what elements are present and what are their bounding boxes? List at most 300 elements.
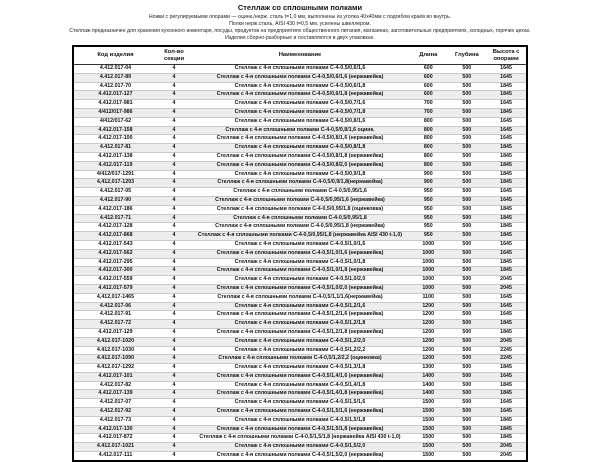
depth-value: 500: [448, 179, 487, 188]
table-row: [73, 267, 527, 276]
height-value: 1645: [486, 126, 527, 135]
height-value: 1845: [486, 82, 527, 91]
depth-value: 500: [448, 82, 487, 91]
description-line-3: Стеллаж предназначен для хранения кухонного инвентаря, посуды, продуктов на предприятиях общественного питания, магазинах, заготовительных предприятиях, холодных, горячих цехах. Изделия сборно-разборные и поставляются в двух упаковках.: [69, 28, 531, 41]
height-value: 1645: [486, 293, 527, 302]
height-value: 1645: [486, 240, 527, 249]
product-code: 4.412.017-543: [73, 240, 157, 249]
section-count: 4: [157, 284, 191, 293]
table-row: [73, 91, 527, 100]
height-value: 1645: [486, 135, 527, 144]
product-code: 4.412.017-127: [73, 91, 157, 100]
product-code: 4.412.017-82: [73, 381, 157, 390]
section-count: 4: [157, 443, 191, 452]
table-row: [73, 258, 527, 267]
products-table: [72, 45, 528, 462]
section-count: 4: [157, 205, 191, 214]
depth-value: 500: [448, 188, 487, 197]
table-row: [73, 108, 527, 117]
product-name: Стеллаж с 4-я сплошными полками С-4-0,5/0,95/1,6: [191, 188, 409, 197]
height-value: 1845: [486, 232, 527, 241]
product-code: 4.412.017-71: [73, 214, 157, 223]
product-name: Стеллаж с 4-я сплошными полками С-4-0,5/1,2/1,6 (нержавейка): [191, 311, 409, 320]
product-code: 4.412.017-73: [73, 416, 157, 425]
product-code: 4.412.017-139: [73, 390, 157, 399]
depth-value: 500: [448, 328, 487, 337]
product-name: Стеллаж с 4-я сплошными полками С-4-0,5/0,9/1,8(нержавейка): [191, 179, 409, 188]
length-value: 800: [409, 135, 448, 144]
table-row: [73, 416, 527, 425]
section-count: 4: [157, 390, 191, 399]
section-count: 4: [157, 328, 191, 337]
height-value: 2045: [486, 337, 527, 346]
table-row: [73, 443, 527, 452]
depth-value: 500: [462, 452, 472, 459]
height-value: 1845: [486, 179, 527, 188]
depth-value: 500: [448, 117, 487, 126]
length-value: 700: [409, 108, 448, 117]
table-row: [73, 293, 527, 302]
depth-value: 500: [448, 399, 487, 408]
product-name: Стеллаж с 4-я сплошными полками С-4-0,5/0,95/1,8 (нержавейка): [191, 223, 409, 232]
length-value: 600: [409, 73, 448, 82]
height-value: 1845: [486, 214, 527, 223]
section-count: 4: [157, 425, 191, 434]
table-row: [73, 179, 527, 188]
section-count: 4: [157, 188, 191, 197]
depth-value: 500: [448, 91, 487, 100]
length-value: 950: [409, 188, 448, 197]
product-name: Стеллаж с 4-я сплошными полками С-4-0,5/1,1/1,6(нержавейка): [191, 293, 409, 302]
length-value: 800: [409, 144, 448, 153]
depth-value: 500: [448, 311, 487, 320]
height-value: 2045: [486, 284, 527, 293]
depth-value: 500: [448, 205, 487, 214]
depth-value: 500: [448, 65, 487, 74]
product-name: Стеллаж с 4-я сплошными полками С-4-0,5/1,5/1,8: [191, 416, 409, 425]
header-depth: Глубина: [448, 46, 487, 65]
table-row: [73, 452, 527, 461]
length-value: 1500: [409, 399, 448, 408]
section-count: 4: [157, 196, 191, 205]
length-value: 600: [409, 65, 448, 74]
height-value: 1845: [486, 267, 527, 276]
table-row: [73, 302, 527, 311]
product-code: 4.412.017-1030: [73, 346, 157, 355]
length-value: 950: [409, 205, 448, 214]
length-value: 900: [409, 179, 448, 188]
product-name: Стеллаж с 4-я сплошными полками С-4-0,5/1,5/1,8 (нержавейка AISI 430 t-1,0): [191, 434, 409, 443]
product-name: Стеллаж с 4-я сплошными полками С-4-0,5/1,0/1,6: [191, 240, 409, 249]
length-value: 800: [409, 161, 448, 170]
product-code: 4.412.017-06: [73, 302, 157, 311]
length-value: 1200: [409, 311, 448, 320]
length-value: 900: [409, 170, 448, 179]
product-code: 4.412.017-295: [73, 258, 157, 267]
depth-value: 500: [448, 161, 487, 170]
header-product-name: Наименование: [191, 46, 409, 65]
product-name: Стеллаж с 4-я сплошными полками С-4-0,5/1,0/2,0: [191, 276, 409, 285]
product-code: 4.412.017-138: [73, 152, 157, 161]
product-code: 4.412.017-579: [73, 284, 157, 293]
section-count: 4: [157, 223, 191, 232]
length-value: 950: [409, 223, 448, 232]
section-count: 4: [157, 258, 191, 267]
length-value: 800: [409, 117, 448, 126]
product-code: 4.412.017-119: [73, 161, 157, 170]
length-value: 1000: [409, 276, 448, 285]
section-count: 4: [157, 240, 191, 249]
table-row: [73, 425, 527, 434]
product-code: 4.412.017-868: [73, 232, 157, 241]
depth-value: 500: [448, 258, 487, 267]
table-row: [73, 161, 527, 170]
height-value: 1645: [486, 249, 527, 258]
product-code: 4.412.017-128: [73, 223, 157, 232]
section-count: 4: [157, 381, 191, 390]
section-count: 4: [157, 152, 191, 161]
height-value: 2245: [486, 355, 527, 364]
height-value: 1845: [486, 364, 527, 373]
product-code: 4.412.017-07: [73, 399, 157, 408]
table-row: [73, 126, 527, 135]
product-name: Стеллаж с 4-я сплошными полками С-4-0,5/0,6/1,8: [191, 82, 409, 91]
table-row: [73, 152, 527, 161]
length-value: 1200: [409, 346, 448, 355]
table-row: [73, 65, 527, 74]
length-value: 1200: [409, 320, 448, 329]
height-value: 1645: [486, 408, 527, 417]
table-row: [73, 399, 527, 408]
length-value: 950: [409, 196, 448, 205]
product-code: 4/412/017-1291: [73, 170, 157, 179]
product-name: Стеллаж с 4-я сплошными полками С-4-0,5/0,95/1,8: [191, 214, 409, 223]
header-length: Длина: [409, 46, 448, 65]
product-code: 4.412.017-70: [73, 82, 157, 91]
height-value: 1845: [486, 425, 527, 434]
product-name: Стеллаж с 4-я сплошными полками С-4-0,5/1,2/1,8: [191, 320, 409, 329]
table-row: [73, 144, 527, 153]
product-code: 4/412/017-62: [73, 117, 157, 126]
product-name: Стеллаж с 4-я сплошными полками С-4-0,5/0,6/1,6: [191, 65, 409, 74]
depth-value: 500: [448, 152, 487, 161]
section-count: 4: [157, 364, 191, 373]
table-row: [73, 328, 527, 337]
product-code: 4.412.017-1292: [73, 364, 157, 373]
length-value: 1500: [422, 452, 435, 459]
product-name: Стеллаж с 4-я сплошными полками С-4-0,5/1,2/1,6: [191, 302, 409, 311]
depth-value: 500: [448, 284, 487, 293]
section-count: 4: [157, 302, 191, 311]
height-value: 1645: [486, 117, 527, 126]
section-count: 4: [157, 408, 191, 417]
depth-value: 500: [448, 144, 487, 153]
height-value: 1845: [486, 223, 527, 232]
document-page: [68, 0, 532, 462]
length-value: 1000: [409, 258, 448, 267]
product-name: Стеллаж с 4-я сплошными полками С-4-0,5/0,8/1,8 (нержавейка): [191, 152, 409, 161]
depth-value: 500: [448, 223, 487, 232]
product-name: Стеллаж с 4-я сплошными полками С-4-0,5/0,95/1,8 (оцинковка): [191, 205, 409, 214]
height-value: 1645: [486, 302, 527, 311]
depth-value: 500: [448, 372, 487, 381]
product-code: 4.412.017-158: [73, 126, 157, 135]
table-row: [73, 284, 527, 293]
depth-value: 500: [448, 355, 487, 364]
depth-value: 500: [448, 214, 487, 223]
product-code: 4.412.017-04: [73, 65, 157, 74]
product-code: 4.412.017-1020: [73, 337, 157, 346]
depth-value: 500: [448, 416, 487, 425]
product-code: 4.412.017-872: [73, 434, 157, 443]
depth-value: 500: [448, 434, 487, 443]
section-count: 4: [157, 214, 191, 223]
product-name: Стеллаж с 4-я сплошными полками С-4-0,5/0,95/1,8 (нержавейка AISI 430 t-1,0): [191, 232, 409, 241]
product-name: Стеллаж с 4-я сплошными полками С-4-0,5/0,95/1,6 (нержавейка): [191, 196, 409, 205]
table-row: [73, 311, 527, 320]
product-name: Стеллаж с 4-я сплошными полками С-4-0,5/0,8/1,6: [191, 117, 409, 126]
length-value: 1500: [409, 434, 448, 443]
section-count: 4: [157, 161, 191, 170]
header-height: Высота с опорами: [486, 46, 527, 65]
table-row: [73, 117, 527, 126]
section-count: 4: [157, 117, 191, 126]
table-row: [73, 100, 527, 109]
product-name: Стеллаж с 4-я сплошными полками С-4-0,5/1,2/2,0: [191, 337, 409, 346]
section-count: 4: [157, 108, 191, 117]
length-value: 1200: [409, 337, 448, 346]
length-value: 1100: [409, 293, 448, 302]
depth-value: 500: [448, 425, 487, 434]
product-code: 4.412.017-91: [73, 311, 157, 320]
section-count: 4: [157, 434, 191, 443]
table-row: [73, 170, 527, 179]
product-name: Стеллаж с 4-я сплошными полками С-4-0,5/1,2/1,8 (нержавейка): [191, 328, 409, 337]
length-value: 600: [409, 82, 448, 91]
table-row: [73, 214, 527, 223]
product-code: 4.412.017-101: [73, 372, 157, 381]
depth-value: 500: [448, 196, 487, 205]
product-name: Стеллаж с 4-я сплошными полками С-4-0,5/0,6/1,6 (нержавейка): [191, 73, 409, 82]
table-row: [73, 364, 527, 373]
depth-value: 500: [448, 302, 487, 311]
height-value: 1845: [486, 161, 527, 170]
product-name: Стеллаж с 4-я сплошными полками С-4-0,5/1,2/2,2 (оцинковка): [191, 355, 409, 364]
section-count: 4: [157, 311, 191, 320]
product-name: Стеллаж с 4-я сплошными полками С-4-0,5/1,5/1,6 (нержавейка): [191, 408, 409, 417]
product-name: Стеллаж с 4-я сплошными полками С-4-0,5/0,7/1,6: [191, 100, 409, 109]
product-name: Стеллаж с 4-я сплошными полками С-4-0,5/0,8/1,6 оцинк.: [191, 126, 409, 135]
product-code: 4.412.017-89: [73, 73, 157, 82]
depth-value: 500: [448, 73, 487, 82]
length-value: 1200: [409, 328, 448, 337]
depth-value: 500: [448, 320, 487, 329]
product-name: Стеллаж с 4-я сплошными полками С-4-0,5/1,5/2,0: [191, 443, 409, 452]
table-row: [73, 390, 527, 399]
length-value: 950: [409, 214, 448, 223]
product-name: Стеллаж с 4-я сплошными полками С-4-0,5/1,4/1,8: [191, 381, 409, 390]
height-value: 2045: [500, 452, 512, 459]
table-row: [73, 73, 527, 82]
product-name: Стеллаж с 4-я сплошными полками С-4-0,5/0,8/2,0 (нержавейка): [191, 161, 409, 170]
product-code: 4.412.017-05: [73, 188, 157, 197]
product-name: Стеллаж с 4-я сплошными полками С-4-0,5/1,5/2,0 (нержавейка): [216, 452, 384, 459]
height-value: 1645: [486, 399, 527, 408]
product-name: Стеллаж с 4-я сплошными полками С-4-0,5/0,8/1,6 (нержавейка): [191, 135, 409, 144]
section-count: 4: [157, 179, 191, 188]
product-code: 4.412.017-111: [98, 452, 133, 459]
product-code: 4,412,017-1293: [73, 179, 157, 188]
product-code: 4/412/017-986: [73, 108, 157, 117]
table-row: [73, 434, 527, 443]
section-count: 4: [157, 65, 191, 74]
product-name: Стеллаж с 4-я сплошными полками С-4-0,5/1,0/1,8 (нержавейка): [191, 267, 409, 276]
height-value: 1845: [486, 258, 527, 267]
height-value: 1645: [486, 372, 527, 381]
height-value: 1845: [486, 144, 527, 153]
depth-value: 500: [448, 337, 487, 346]
section-count: 4: [157, 170, 191, 179]
height-value: 1645: [486, 311, 527, 320]
header-product-code: Код изделия: [73, 46, 157, 65]
section-count: 4: [157, 267, 191, 276]
product-name: Стеллаж с 4-я сплошными полками С-4-0,5/1,5/1,6: [191, 399, 409, 408]
depth-value: 500: [448, 293, 487, 302]
product-code: 4.412.017-100: [73, 135, 157, 144]
length-value: 1400: [409, 372, 448, 381]
length-value: 700: [409, 100, 448, 109]
product-code: 4.412.017-92: [73, 408, 157, 417]
product-name: Стеллаж с 4-я сплошными полками С-4-0,5/1,5/1,8 (нержавейка): [191, 425, 409, 434]
depth-value: 500: [448, 135, 487, 144]
product-code: 4.412.017-981: [73, 100, 157, 109]
section-count: 4: [157, 399, 191, 408]
depth-value: 500: [448, 267, 487, 276]
table-row: [73, 320, 527, 329]
height-value: 1645: [486, 100, 527, 109]
table-row: [73, 355, 527, 364]
table-row: [73, 232, 527, 241]
height-value: 1645: [486, 65, 527, 74]
table-row: [73, 346, 527, 355]
section-count: 4: [157, 82, 191, 91]
height-value: 1845: [486, 108, 527, 117]
depth-value: 500: [448, 381, 487, 390]
section-count: 4: [157, 73, 191, 82]
section-count: 4: [157, 126, 191, 135]
product-code: 4.412.017-72: [73, 320, 157, 329]
product-name: Стеллаж с 4-я сплошными полками С-4-0,5/1,2/2,2: [191, 346, 409, 355]
section-count: 4: [157, 346, 191, 355]
length-value: 1500: [409, 425, 448, 434]
product-code: 4.412.017-1021: [73, 443, 157, 452]
product-code: 4.412.017-81: [73, 144, 157, 153]
product-code: 4.412.017-559: [73, 276, 157, 285]
product-name: Стеллаж с 4-я сплошными полками С-4-0,5/0,7/1,8: [191, 108, 409, 117]
length-value: 1400: [409, 390, 448, 399]
table-row: [73, 135, 527, 144]
table-row: [73, 372, 527, 381]
depth-value: 500: [448, 390, 487, 399]
height-value: 1845: [486, 434, 527, 443]
length-value: 1000: [409, 267, 448, 276]
height-value: 2245: [486, 346, 527, 355]
table-body: [73, 65, 527, 461]
section-count: 4: [172, 452, 176, 459]
depth-value: 500: [448, 276, 487, 285]
table-row: [73, 337, 527, 346]
height-value: 1845: [486, 91, 527, 100]
table-row: [73, 196, 527, 205]
height-value: 2045: [486, 443, 527, 452]
table-row: [73, 240, 527, 249]
length-value: 1200: [409, 355, 448, 364]
header-section-count: Кол-во секции: [157, 46, 191, 65]
height-value: 1845: [486, 390, 527, 399]
description-line-1: Ножки с регулируемыми опорами — оцинк./нерж. сталь t=1,0 мм, выполнены из уголка 40х40мм с подгибом краёв во внутрь.: [148, 14, 452, 20]
height-value: 1845: [486, 381, 527, 390]
depth-value: 500: [448, 249, 487, 258]
height-value: 1645: [486, 196, 527, 205]
section-count: 4: [157, 372, 191, 381]
depth-value: 500: [448, 108, 487, 117]
length-value: 1500: [409, 443, 448, 452]
section-count: 4: [157, 293, 191, 302]
product-name: Стеллаж с 4-я сплошными полками С-4-0,5/0,6/1,8 (нержавейка): [191, 91, 409, 100]
table-row: [73, 249, 527, 258]
product-name: Стеллаж с 4-я сплошными полками С-4-0,5/0,8/1,8: [191, 144, 409, 153]
length-value: 800: [409, 152, 448, 161]
product-name: Стеллаж с 4-я сплошными полками С-4-0,5/1,3/1,8: [191, 364, 409, 373]
table-row: [73, 188, 527, 197]
description-line-2: Полки нерж.сталь, AISI 430 t=0,5 мм. усилены швеллером.: [229, 21, 371, 27]
section-count: 4: [157, 232, 191, 241]
length-value: 1000: [409, 240, 448, 249]
length-value: 1400: [409, 381, 448, 390]
depth-value: 500: [448, 346, 487, 355]
length-value: 1500: [409, 408, 448, 417]
product-name: Стеллаж с 4-я сплошными полками С-4-0,5/1,0/2,0 (нержавейка): [191, 284, 409, 293]
depth-value: 500: [448, 443, 487, 452]
product-code: 4,412,017-1465: [73, 293, 157, 302]
length-value: 600: [409, 91, 448, 100]
depth-value: 500: [448, 364, 487, 373]
section-count: 4: [157, 135, 191, 144]
section-count: 4: [157, 320, 191, 329]
height-value: 1845: [486, 320, 527, 329]
table-header: [73, 46, 527, 65]
section-count: 4: [157, 276, 191, 285]
length-value: 1000: [409, 284, 448, 293]
height-value: 2045: [486, 276, 527, 285]
section-count: 4: [157, 91, 191, 100]
section-count: 4: [157, 416, 191, 425]
product-code: 4.412.017-130: [73, 425, 157, 434]
section-count: 4: [157, 249, 191, 258]
table-row: [73, 381, 527, 390]
height-value: 1845: [486, 152, 527, 161]
length-value: 1200: [409, 302, 448, 311]
depth-value: 500: [448, 170, 487, 179]
product-name: Стеллаж с 4-я сплошными полками С-4-0,5/1,0/1,8: [191, 258, 409, 267]
product-name: Стеллаж с 4-я сплошными полками С-4-0,5/1,4/1,8 (нержавейка): [191, 390, 409, 399]
depth-value: 500: [448, 100, 487, 109]
product-name: Стеллаж с 4-я сплошными полками С-4-0,5/0,9/1,8: [191, 170, 409, 179]
product-code: 4.412.017-186: [73, 205, 157, 214]
product-code: 4.412.017-300: [73, 267, 157, 276]
product-code: 4.412.017-129: [73, 328, 157, 337]
product-code: 4.412.017-1090: [73, 355, 157, 364]
